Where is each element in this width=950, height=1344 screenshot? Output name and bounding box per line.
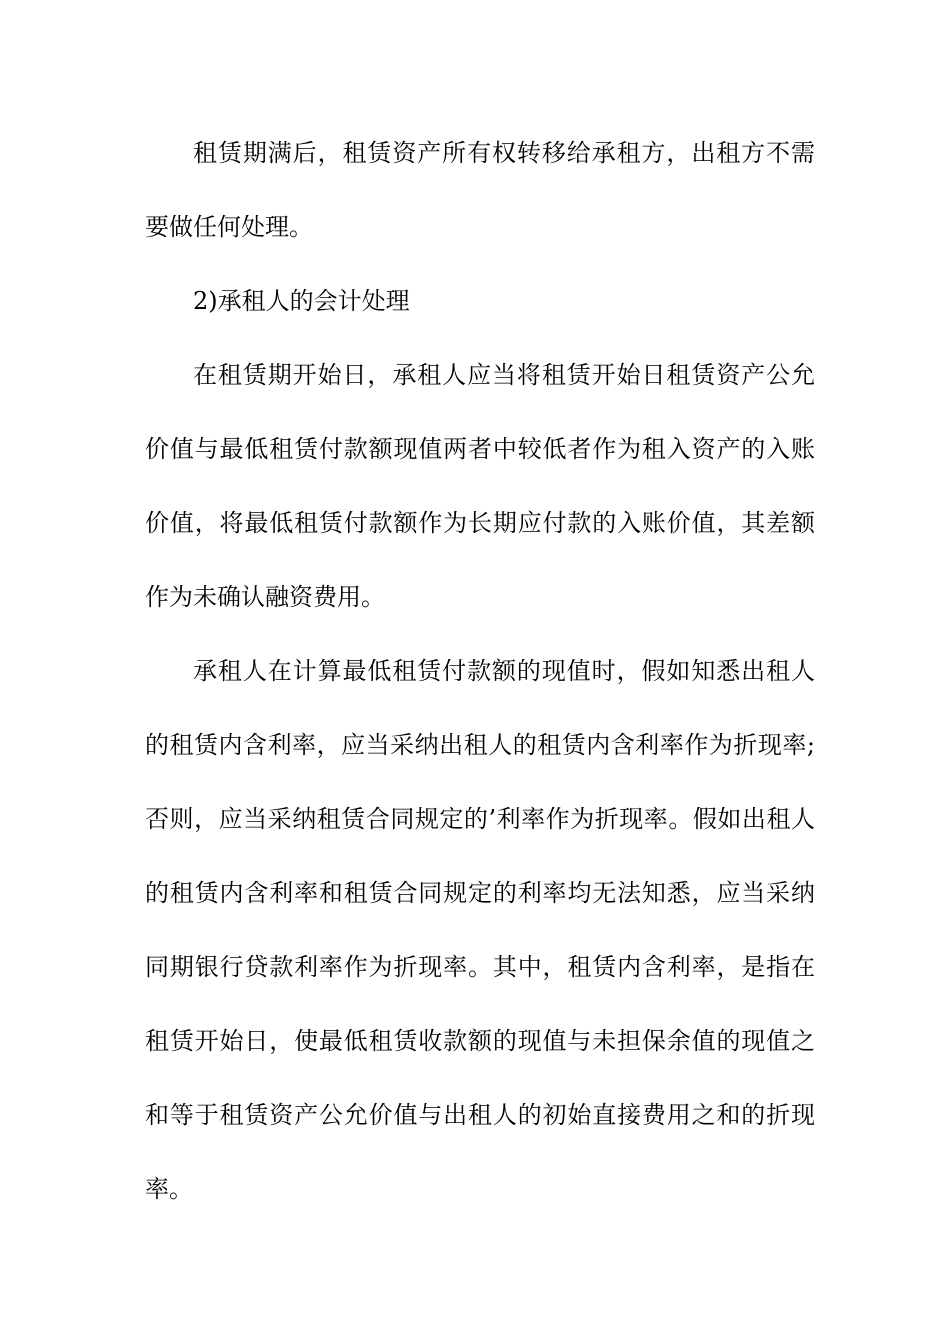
text-line: 价值，将最低租赁付款额作为长期应付款的入账价值，其差额 xyxy=(145,509,815,537)
text-line: 和等于租赁资产公允价值与出租人的初始直接费用之和的折现 xyxy=(145,1101,815,1129)
text-line: 率。 xyxy=(145,1175,193,1203)
section-heading: 2)承租人的会计处理 xyxy=(193,287,410,315)
text-line: 要做任何处理。 xyxy=(145,213,313,241)
text-line: 租赁开始日，使最低租赁收款额的现值与未担保余值的现值之 xyxy=(145,1027,815,1055)
text-line: 同期银行贷款利率作为折现率。其中，租赁内含利率，是指在 xyxy=(145,953,815,981)
text-line: 否则，应当采纳租赁合同规定的’利率作为折现率。假如出租人 xyxy=(145,805,815,833)
text-line: 的租赁内含利率和租赁合同规定的利率均无法知悉，应当采纳 xyxy=(145,879,815,907)
text-line: 价值与最低租赁付款额现值两者中较低者作为租入资产的入账 xyxy=(145,435,815,463)
text-line: 租赁期满后，租赁资产所有权转移给承租方，出租方不需 xyxy=(193,139,815,167)
text-line: 作为未确认融资费用。 xyxy=(145,583,385,611)
text-line: 在租赁期开始日，承租人应当将租赁开始日租赁资产公允 xyxy=(193,361,815,389)
text-line: 承租人在计算最低租赁付款额的现值时，假如知悉出租人 xyxy=(193,657,815,685)
text-line: 的租赁内含利率，应当采纳出租人的租赁内含利率作为折现率; xyxy=(145,731,815,759)
